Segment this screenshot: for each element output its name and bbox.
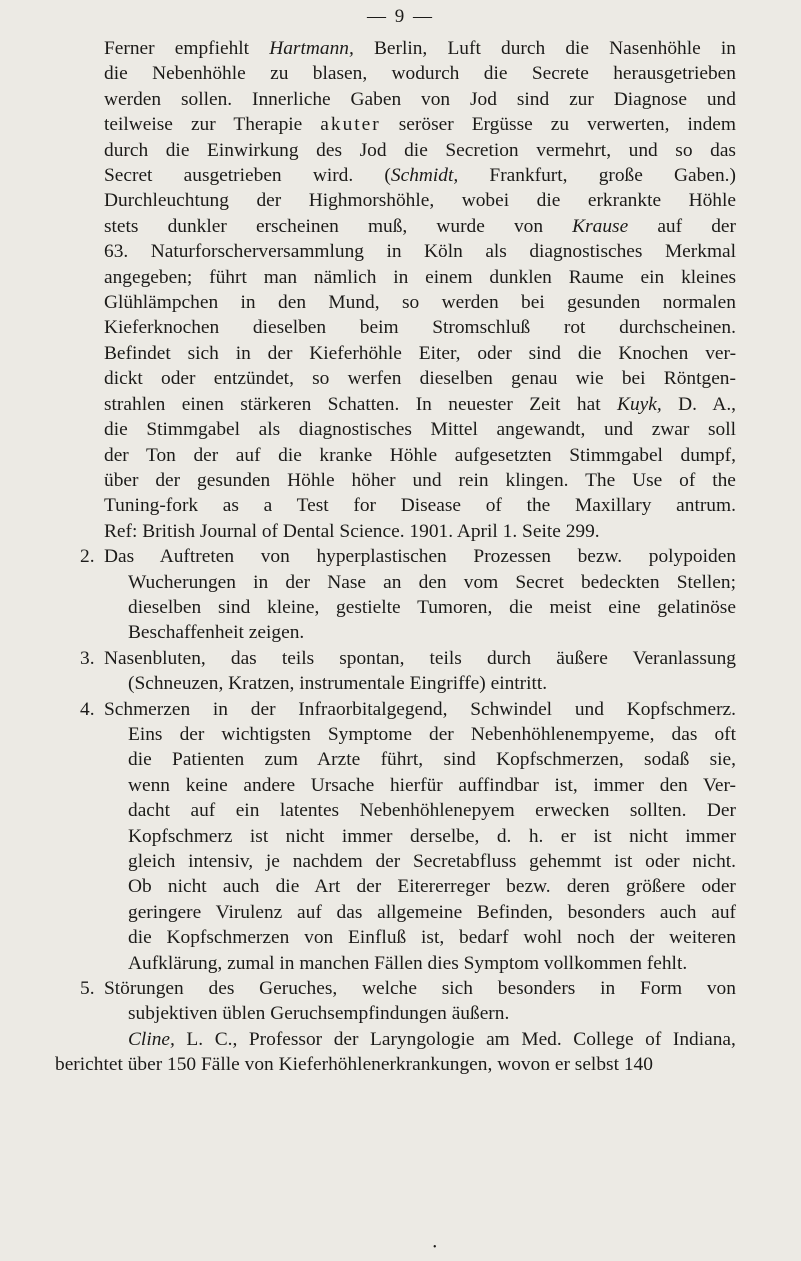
text-line: wenn keine andere Ursache hierfür auffindbar ist, immer den Ver- [128,774,737,796]
paragraph-item2 [80,544,737,646]
text-line-content: Schmerzen in der Infraorbitalgegend, Schwindel und Kopfschmerz. [104,698,737,720]
text-line: Cline, L. C., Professor der Laryngologie am Med. College of Indiana, [128,1028,736,1050]
paragraph-p1 [104,36,736,544]
text-line: werden sollen. Innerliche Gaben von Jod sind zur Diagnose und [104,88,736,110]
text-line: Eins der wichtigsten Symptome der Nebenhöhlenempyeme, das oft [128,723,737,745]
text-line: (Schneuzen, Kratzen, instrumentale Eingriffe) eintritt. [128,673,548,695]
text-line: die Stimmgabel als diagnostisches Mittel angewandt, und zwar soll [104,419,737,441]
text-line: Durchleuchtung der Highmorshöhle, wobei die erkrankte Höhle [104,190,736,212]
text-line-content: Nasenbluten, das teils spontan, teils durch äußere Veranlassung [104,647,736,669]
text-line: die Nebenhöhle zu blasen, wodurch die Secrete herausgetrieben [104,63,736,85]
paragraph-item3 [80,646,736,697]
text-line: dickt oder entzündet, so werfen dieselben genau wie bei Röntgen- [104,368,736,390]
paragraph-item4 [80,697,737,976]
text-line: gleich intensiv, je nachdem der Secretabfluss gehemmt ist oder nicht. [128,851,737,872]
paragraph-item5 [80,976,736,1027]
paragraph-p-cline [55,1027,736,1078]
text-line: durch die Einwirkung des Jod die Secretion vermehrt, und so das [104,139,736,161]
stray-mark: • [433,1242,437,1253]
text-line [80,697,736,722]
text-line: die Kopfschmerzen von Einfluß ist, bedarf wohl noch der weiteren [128,927,736,949]
text-line: Glühlämpchen in den Mund, so werden bei gesunden normalen [104,292,736,314]
text-line: der Ton der auf die kranke Höhle aufgesetzten Stimmgabel dumpf, [104,444,736,466]
text-line: Beschaffenheit zeigen. [128,622,305,644]
list-number: 3. [80,647,95,669]
text-line: dacht auf ein latentes Nebenhöhlenepyem erwecken sollten. Der [128,800,736,822]
text-line: Befindet sich in der Kieferhöhle Eiter, oder sind die Knochen ver- [104,342,737,364]
text-line: berichtet über 150 Fälle von Kieferhöhlenerkrankungen, wovon er selbst 140 [55,1054,653,1076]
text-line: Kieferknochen dieselben beim Stromschluß rot durchscheinen. [104,317,736,339]
list-number: 2. [80,546,95,568]
list-number: 5. [80,978,95,1000]
text-line: Kopfschmerz ist nicht immer derselbe, d. h. er ist nicht immer [128,825,736,847]
text-line: Tuning-fork as a Test for Disease of the Maxillary antrum. [104,495,736,517]
body-text [55,36,737,1078]
text-line: geringere Virulenz auf das allgemeine Befinden, besonders auch auf [128,901,736,923]
text-line: Ob nicht auch die Art der Eitererreger bezw. deren größere oder [128,876,736,898]
text-line: Ref: British Journal of Dental Science. 1901. April 1. Seite 299. [104,520,600,542]
list-number: 4. [80,698,95,720]
text-line: Ferner empfiehlt Hartmann, Berlin, Luft durch die Nasenhöhle in [104,38,736,59]
text-line: Aufklärung, zumal in manchen Fällen dies Symptom vollkommen fehlt. [128,952,688,974]
text-line: Wucherungen in der Nase an den vom Secret bedeckten Stellen; [128,571,736,593]
text-line [80,544,736,569]
text-line: die Patienten zum Arzte führt, sind Kopfschmerzen, sodaß sie, [128,749,736,771]
text-line: dieselben sind kleine, gestielte Tumoren, die meist eine gelatinöse [128,596,736,618]
text-line-content: Das Auftreten von hyperplastischen Prozessen bezw. polypoiden [104,546,737,568]
text-line: strahlen einen stärkeren Schatten. In neuester Zeit hat Kuyk, D. A., [104,393,737,415]
text-line: stets dunkler erscheinen muß, wurde von Krause auf der [104,215,736,237]
text-line-content: Störungen des Geruches, welche sich besonders in Form von [104,978,736,1000]
text-line [80,976,736,1001]
text-line: angegeben; führt man nämlich in einem dunklen Raume ein kleines [104,266,736,288]
text-line [80,646,736,671]
page-number: — 9 — [367,6,434,27]
text-line: über der gesunden Höhle höher und rein klingen. The Use of the [104,469,736,491]
text-line: 63. Naturforscherversammlung in Köln als diagnostisches Merkmal [104,241,737,263]
text-line: Secret ausgetrieben wird. (Schmidt, Frankfurt, große Gaben.) [104,165,736,187]
text-line: subjektiven üblen Geruchsempfindungen äußern. [128,1003,510,1025]
text-line: teilweise zur Therapie akuter seröser Ergüsse zu verwerten, indem [104,114,736,136]
